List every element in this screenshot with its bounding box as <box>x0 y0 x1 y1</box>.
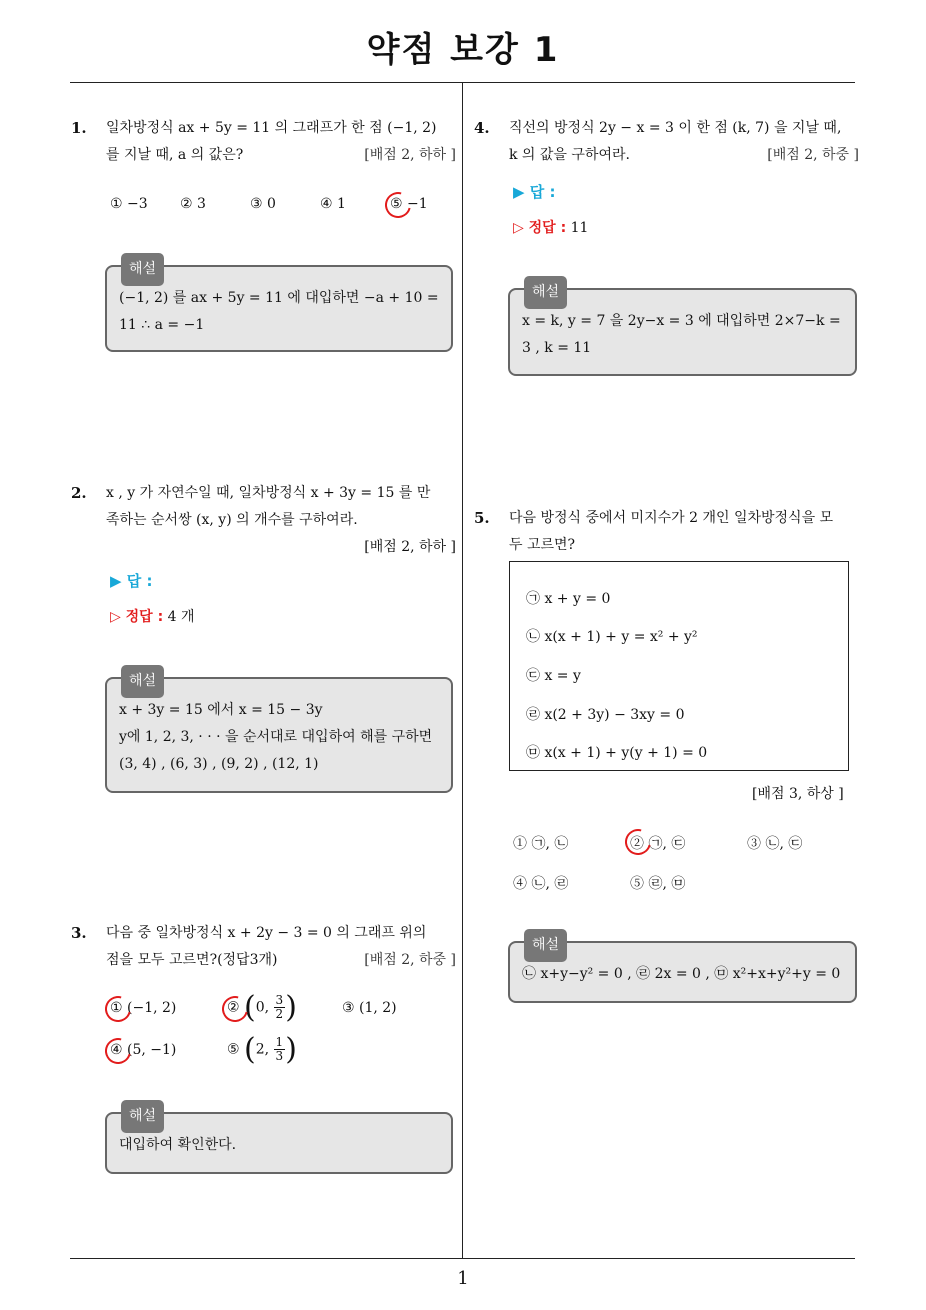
selected-circle-mark <box>620 824 656 860</box>
solution-box-q5 <box>508 937 857 1003</box>
equation-item: ㉠ x + y = 0 <box>526 591 611 607</box>
selected-circle-mark <box>100 991 136 1027</box>
correct-answer-label: ▷ 정답 : <box>513 220 567 236</box>
solution-line: (3, 4) , (6, 3) , (9, 2) , (12, 1) <box>119 756 319 772</box>
column-divider <box>462 83 463 1258</box>
solution-line: (−1, 2) 를 ax + 5y = 11 에 대입하면 −a + 10 = <box>119 290 439 306</box>
choice-2[interactable]: ② ㉠, ㉢ <box>630 836 686 852</box>
solution-line: x + 3y = 15 에서 x = 15 − 3y <box>119 702 323 718</box>
solution-box-q4 <box>508 284 857 376</box>
bottom-rule <box>70 1258 855 1259</box>
question-text-line2: 족하는 순서쌍 (x, y) 의 개수를 구하여라. <box>106 512 358 528</box>
question-text: 다음 방정식 중에서 미지수가 2 개인 일차방정식을 모 <box>509 510 834 526</box>
equation-item: ㉤ x(x + 1) + y(y + 1) = 0 <box>526 745 708 761</box>
question-text-line2: 를 지날 때, a 의 값은? <box>106 147 244 163</box>
correct-answer <box>110 606 195 626</box>
question-text-line2: k 의 값을 구하여라. <box>509 147 630 163</box>
fraction: $\frac{3}{2}$ <box>275 993 284 1021</box>
choice-5[interactable]: ⑤ (2, $\frac{1}{3}$ ) <box>227 1032 297 1067</box>
page-number: 1 <box>457 1268 469 1289</box>
choice-4[interactable]: ④ ㉡, ㉣ <box>513 876 569 892</box>
question-number: 2. <box>71 484 87 502</box>
choice-5[interactable]: ⑤ ㉣, ㉤ <box>630 876 686 892</box>
question-number: 4. <box>474 119 490 137</box>
choice-5[interactable]: ⑤ −1 <box>390 196 428 212</box>
question-1 <box>71 115 456 169</box>
correct-answer-label: ▷ 정답 : <box>110 609 164 625</box>
equation-item: ㉣ x(2 + 3y) − 3xy = 0 <box>526 707 685 723</box>
solution-tag: 해설 <box>121 253 164 286</box>
question-5 <box>474 505 859 559</box>
question-number: 3. <box>71 924 87 942</box>
solution-line: x = k, y = 7 을 2y−x = 3 에 대입하면 2×7−k = <box>522 313 841 329</box>
question-text: 일차방정식 ax + 5y = 11 의 그래프가 한 점 (−1, 2) <box>106 120 437 136</box>
grade-label: [배점 2, 하중 ] <box>364 952 456 968</box>
choice-3[interactable]: ③ (1, 2) <box>342 1000 397 1016</box>
grade-label: [배점 3, 하상 ] <box>752 786 844 802</box>
solution-tag: 해설 <box>524 276 567 309</box>
solution-tag: 해설 <box>121 1100 164 1133</box>
grade-label: [배점 2, 하하 ] <box>364 147 456 163</box>
solution-box-q3 <box>105 1108 453 1174</box>
correct-answer <box>513 217 588 237</box>
question-text-line2: 두 고르면? <box>509 537 576 553</box>
selected-circle-mark <box>100 1033 136 1069</box>
question-text: 다음 중 일차방정식 x + 2y − 3 = 0 의 그래프 위의 <box>106 925 427 941</box>
correct-answer-value: 11 <box>570 220 589 236</box>
question-3 <box>71 920 456 974</box>
solution-tag: 해설 <box>121 665 164 698</box>
grade-label: [배점 2, 하하 ] <box>364 539 456 555</box>
choice-3[interactable]: ③ ㉡, ㉢ <box>747 836 803 852</box>
answer-prompt: ▶ 답 : <box>513 183 556 201</box>
question-text-line2: 점을 모두 고르면?(정답3개) <box>106 952 278 968</box>
choice-2[interactable]: ② (0, $\frac{3}{2}$ ) <box>227 990 297 1025</box>
question-number: 5. <box>474 509 490 527</box>
choice-1[interactable]: ① ㉠, ㉡ <box>513 836 569 852</box>
equation-item: ㉢ x = y <box>526 668 581 684</box>
solution-line: 11 ∴ a = −1 <box>119 317 205 333</box>
solution-line: 3 , k = 11 <box>522 340 592 356</box>
solution-line: ㉡ x+y−y² = 0 , ㉣ 2x = 0 , ㉤ x²+x+y²+y = 0 <box>522 966 841 982</box>
choice-4[interactable]: ④ 1 <box>320 196 346 212</box>
question-4 <box>474 115 859 169</box>
answer-prompt: ▶ 답 : <box>110 572 153 590</box>
solution-line: y에 1, 2, 3, · · · 을 순서대로 대입하여 해를 구하면 <box>119 729 433 745</box>
choice-4[interactable]: ④ (5, −1) <box>110 1042 177 1058</box>
question-2 <box>71 480 456 561</box>
choice-1[interactable]: ① −3 <box>110 196 148 212</box>
equation-item: ㉡ x(x + 1) + y = x² + y² <box>526 629 698 645</box>
question-number: 1. <box>71 119 87 137</box>
solution-line: 대입하여 확인한다. <box>119 1137 237 1153</box>
selected-circle-mark <box>380 187 416 223</box>
solution-box-q2 <box>105 673 453 793</box>
choice-2[interactable]: ② 3 <box>180 196 206 212</box>
fraction: $\frac{1}{3}$ <box>275 1035 284 1063</box>
choice-1[interactable]: ① (−1, 2) <box>110 1000 177 1016</box>
question-text: x , y 가 자연수일 때, 일차방정식 x + 3y = 15 를 만 <box>106 485 431 501</box>
choice-3[interactable]: ③ 0 <box>250 196 276 212</box>
solution-tag: 해설 <box>524 929 567 962</box>
question-text: 직선의 방정식 2y − x = 3 이 한 점 (k, 7) 을 지날 때, <box>509 120 842 136</box>
equations-box <box>509 561 849 771</box>
solution-box-q1 <box>105 261 453 352</box>
page-title: 약점 보강 1 <box>366 30 560 70</box>
correct-answer-value: 4 개 <box>167 609 195 625</box>
grade-label: [배점 2, 하중 ] <box>767 147 859 163</box>
